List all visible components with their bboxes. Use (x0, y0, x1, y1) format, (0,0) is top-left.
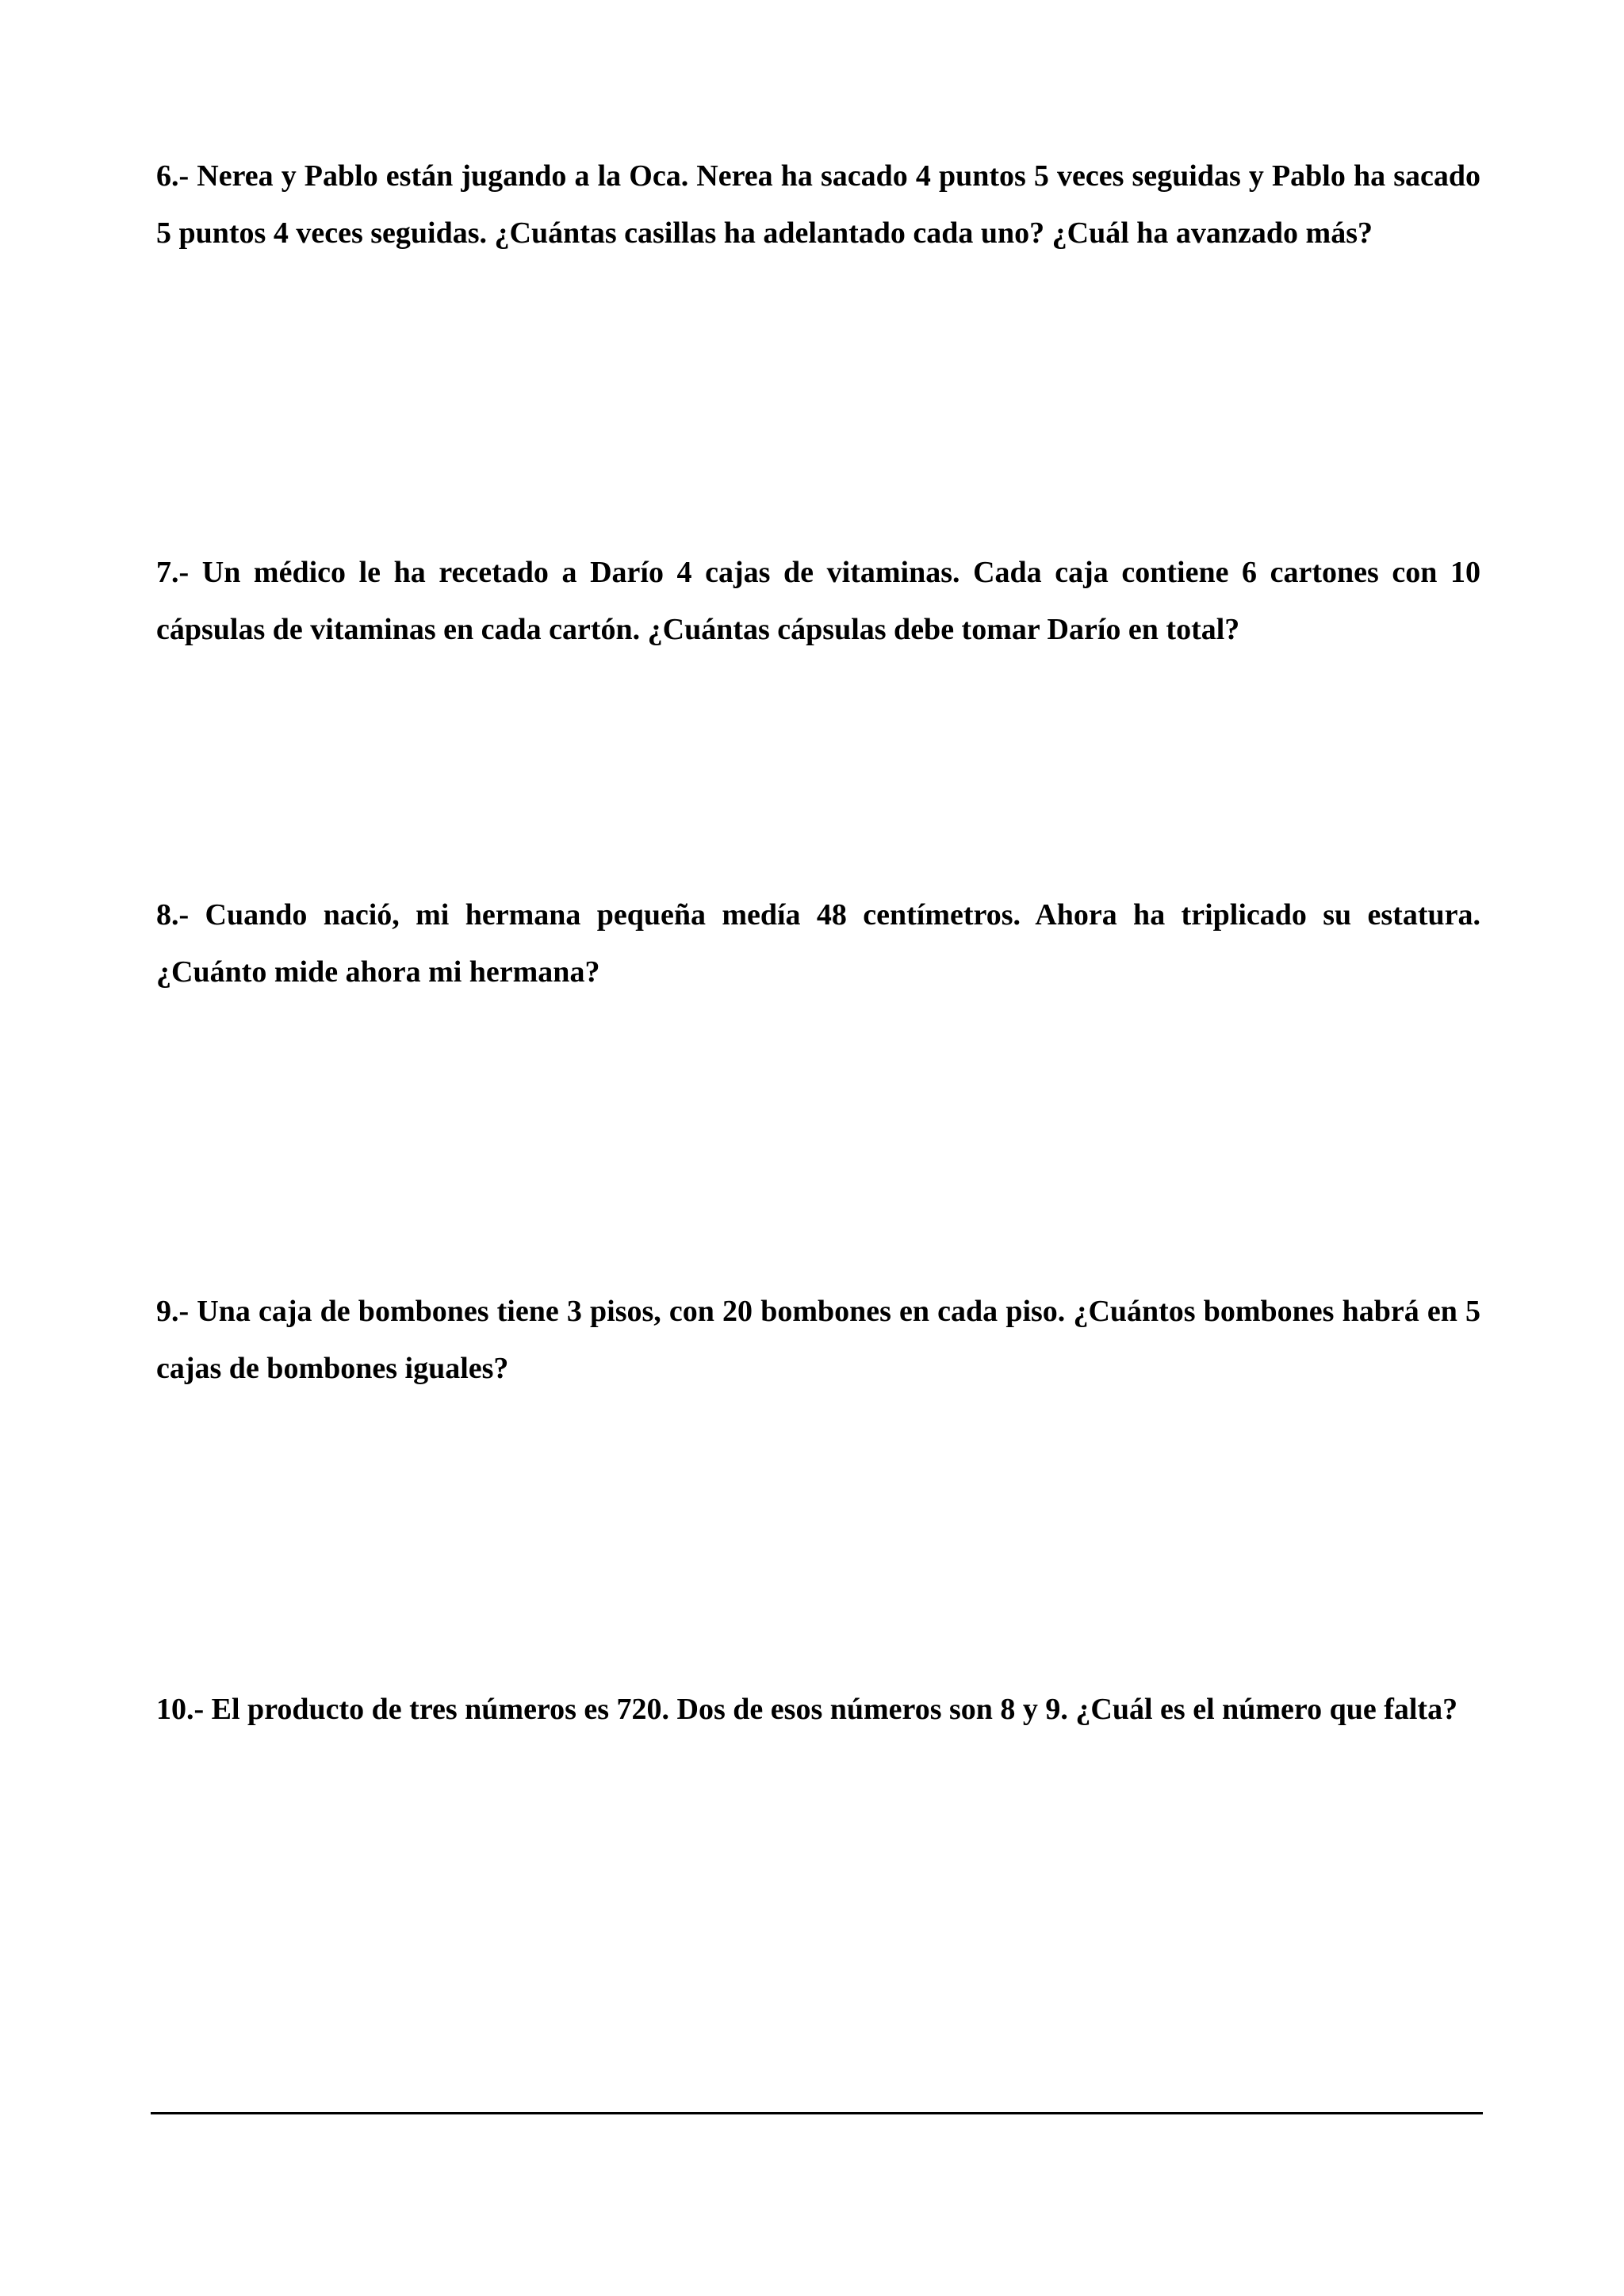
problem-6: 6.- Nerea y Pablo están jugando a la Oca. Nerea ha sacado 4 puntos 5 veces seguidas y Pablo ha sacado 5 puntos 4 veces seguidas. ¿Cuántas casillas ha adelantado cada uno? ¿Cuál ha avanzado más? (156, 159, 1480, 250)
problem-8: 8.- Cuando nació, mi hermana pequeña medía 48 centímetros. Ahora ha triplicado su estatura. ¿Cuánto mide ahora mi hermana? (156, 898, 1480, 989)
problem-7: 7.- Un médico le ha recetado a Darío 4 cajas de vitaminas. Cada caja contiene 6 cartones con 10 cápsulas de vitaminas en cada cartón. ¿Cuántas cápsulas debe tomar Darío en total? (156, 556, 1480, 646)
footer-divider (151, 2112, 1483, 2114)
problem-10: 10.- El producto de tres números es 720. Dos de esos números son 8 y 9. ¿Cuál es el número que falta? (156, 1693, 1458, 1726)
problem-9: 9.- Una caja de bombones tiene 3 pisos, con 20 bombones en cada piso. ¿Cuántos bombones habrá en 5 cajas de bombones iguales? (156, 1295, 1480, 1385)
